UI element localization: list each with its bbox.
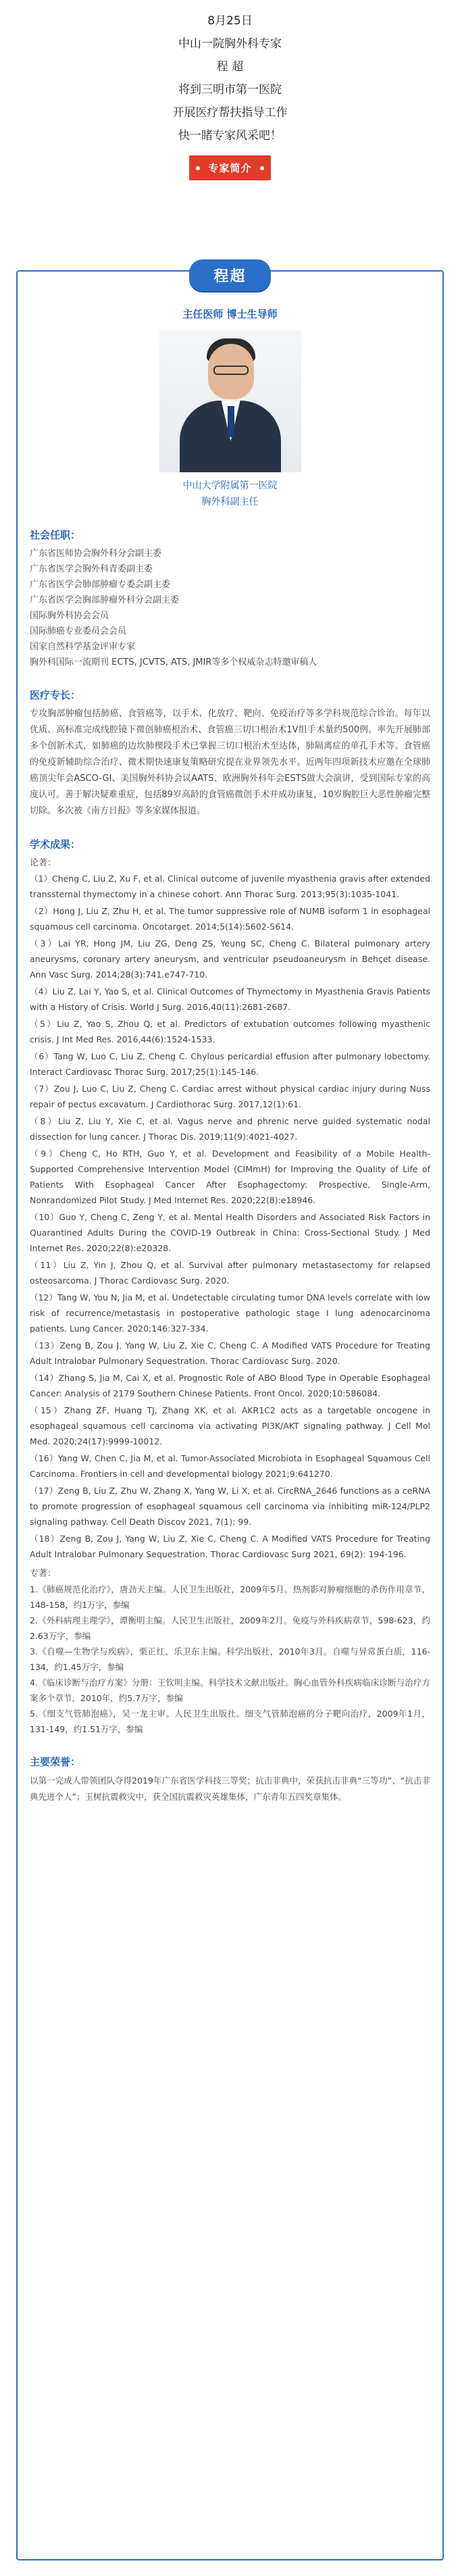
- expertise-section: [18, 688, 442, 819]
- publications-subheading: 论著：: [30, 858, 57, 868]
- publication-item: （1）Cheng C, Liu Z, Xu F, et al. Clinical outcome of juvenile myasthenia gravis after extended transsternal thymectomy in a chinese cohort. Ann Thorac Surg. 2013;95(3):1035-1041.: [30, 874, 430, 899]
- position-item: 国家自然科学基金评审专家: [30, 642, 136, 652]
- positions-section: [18, 528, 442, 670]
- intro-destination: 将到三明市第一医院: [178, 83, 282, 97]
- position-item: 广东省医师协会胸外科分会副主委: [30, 549, 162, 559]
- intro-name: 程 超: [216, 60, 244, 74]
- positions-heading: 社会任职：: [30, 529, 81, 541]
- expertise-text: 专攻胸部肿瘤包括肺癌、食管癌等，以手术、化放疗、靶向、免疫治疗等多学科规范综合诊治。每年以优质、高标准完成线腔镜下微创肺癌根治术、食管癌三切口根治术1V组手术量约500例。率先开展肺部多个创新术式，如肺癌的边坎肺楔段手术已掌握三切口根治术至达体，肺隔离症的单孔手术等。食管癌的免疫新辅助综合治疗、微术期快速康复策略研究提在业界领先水平。近两年四项新技术应邀在全球肺癌顶尖年会ASCO-GI、美国胸外科协会议AATS、欧洲胸外科年会ESTS做大会演讲，受到国际专家的高度认可。善于解决疑难重症，包括89岁高龄的食管癌微创手术并成功康复，10岁胸腔巨大恶性肿瘤完整切除。多次被《南方日报》等多家媒体报道。: [30, 709, 430, 816]
- position-item: 胸外科国际一流期刊 ECTS, JCVTS, ATS, JMIR等多个权威杂志特邀审稿人: [30, 657, 317, 667]
- awards-section: [18, 1754, 442, 1805]
- tag-wrap: [0, 155, 460, 180]
- book-item: 4.《临床诊断与治疗方案》分册：王钦明主编。科学技术文献出版社。胸心血管外科疾病临床诊断与治疗方案多个章节，2010年，约5.7万字，参编: [30, 1677, 430, 1703]
- affiliation-hospital: 中山大学附属第一医院: [182, 480, 278, 491]
- publication-item: （12）Tang W, You N, Jia M, et al. Undetectable circulating tumor DNA levels correlate with low risk of recurrence/metastasis in postoperative pathologic stage I lung adenocarcinoma patients. Lung Cancer. 2020;146:327-334.: [30, 1292, 430, 1334]
- publication-item: （11）Liu Z, Yin J, Zhou Q, et al. Survival after pulmonary metastasectomy for relapsed osteosarcoma. J Thorac Cardiovasc Surg. 2020.: [30, 1260, 430, 1286]
- intro-block: [0, 0, 460, 147]
- intro-call: 快一睹专家风采吧！: [178, 129, 282, 143]
- expert-photo: [159, 330, 301, 472]
- position-item: 广东省医学会肺部肿瘤专委会副主委: [30, 580, 171, 590]
- publication-item: （14）Zhang S, Jia M, Cai X, et al. Prognostic Role of ABO Blood Type in Operable Esophageal Cancer: Analysis of 2179 Southern Chinese Patients. Front Oncol. 2020;10:586084.: [30, 1373, 430, 1398]
- expert-name: 程超: [189, 259, 270, 291]
- intro-purpose: 开展医疗帮扶指导工作: [172, 106, 288, 120]
- publication-item: （9）Cheng C, Ho RTH, Guo Y, et al. Development and Feasibility of a Mobile Health-Supported Comprehensive Intervention Model (CIMmH) for Improving the Quality of Life of Patients With Esophageal Cancer After Esophagectomy: Prospective, Single-Arm, Nonrandomized Pilot Study. J Med Internet Res. 2020;22(8):e18946.: [30, 1148, 430, 1205]
- publications-heading: 学术成果：: [30, 838, 81, 851]
- profile-card: [16, 270, 444, 2560]
- publication-item: （8）Liu Z, Liu Y, Xie C, et al. Vagus nerve and phrenic nerve guided systematic nodal dissection for lung cancer. J Thorac Dis. 2019;11(9):4021-4027.: [30, 1116, 430, 1142]
- affiliation: [18, 478, 442, 510]
- intro-hospital: 中山一院胸外科专家: [178, 37, 282, 51]
- publication-item: （18）Zeng B, Zou J, Yang W, Liu Z, Xie C, Cheng C. A Modified VATS Procedure for Treating Adult Intralobar Pulmonary Sequestration. Thorac Cardiovasc Surg 2021, 69(2): 194-196.: [30, 1534, 430, 1559]
- awards-heading: 主要荣誉：: [30, 1756, 81, 1768]
- books-heading: 专著：: [30, 1569, 57, 1579]
- expert-title: 主任医师 博士生导师: [182, 308, 278, 320]
- intro-date: 8月25日: [207, 14, 253, 28]
- publication-item: （6）Tang W, Luo C, Liu Z, Cheng C. Chylous pericardial effusion after pulmonary lobectomy. Interact Cardiovasc Thorac Surg. 2017;25(1):145-146.: [30, 1051, 430, 1077]
- awards-text: 以第一完成人带领团队夺得2019年广东省医学科技三等奖；抗击非典中，荣获抗击非典“三等功”、“抗击非典先进个人”；玉树抗震救灾中，获全国抗震救灾英雄集体，广东青年五四奖章集体。: [30, 1775, 430, 1802]
- publication-item: （13）Zeng B, Zou J, Yang W, Liu Z, Xie C, Cheng C. A Modified VATS Procedure for Treating Adult Intralobar Pulmonary Sequestration. Thorac Cardiovasc Surg. 2020.: [30, 1340, 430, 1366]
- affiliation-role: 胸外科副主任: [201, 497, 259, 507]
- publication-item: （3）Lai YR, Hong JM, Liu ZG, Deng ZS, Yeung SC, Cheng C. Bilateral pulmonary artery aneurysms, coronary artery aneurysm, and ventricular pseudoaneurysm in Behçet disease. Ann Vasc Surg. 2014;28(3):741.e747-710.: [30, 938, 430, 980]
- publication-item: （17）Zeng B, Liu Z, Zhu W, Zhang X, Yang W, Li X, et al. CircRNA_2646 functions as a ceRNA to promote progression of esophageal squamous cell carcinoma via inhibiting miR-124/PLP2 signaling pathway. Cell Death Discov 2021, 7(1): 99.: [30, 1486, 430, 1527]
- book-item: 1.《肺癌规范化治疗》，唐劲天主编。人民卫生出版社，2009年5月。热剂影对肿瘤细胞的杀伤作用章节，148-158，约1万字，参编: [30, 1584, 430, 1610]
- publication-item: （5）Liu Z, Yao S, Zhou Q, et al. Predictors of extubation outcomes following myasthenic crisis. J Int Med Res. 2016,44(6):1524-1533.: [30, 1019, 430, 1044]
- publication-item: （4）Liu Z, Lai Y, Yao S, et al. Clinical Outcomes of Thymectomy in Myasthenia Gravis Patients with a History of Crisis. World J Surg. 2016,40(11):2681-2687.: [30, 986, 430, 1012]
- book-item: 5.《细支气管肺泡癌》，吴一龙主审。人民卫生出版社。细支气管肺泡癌的分子靶向治疗，2009年1月，131-149，约1.51万字，参编: [30, 1709, 430, 1734]
- publication-item: （16）Yang W, Chen C, Jia M, et al. Tumor-Associated Microbiota in Esophageal Squamous Cell Carcinoma. Frontiers in cell and developmental biology 2021;9:641270.: [30, 1453, 430, 1479]
- publication-item: （2）Hong J, Liu Z, Zhu H, et al. The tumor suppressive role of NUMB isoform 1 in esophageal squamous cell carcinoma. Oncotarget. 2014;5(14):5602-5614.: [30, 906, 430, 932]
- publications-section: [18, 837, 442, 1737]
- book-item: 2.《外科病理主理学》，谭衡明主编。人民卫生出版社，2009年2月。免疫与外科疾病章节，598-623，约2.63万字，参编: [30, 1615, 430, 1641]
- book-item: 3.《自噬—生物学与疾病》，栗正红、乐卫东主编。科学出版社，2010年3月。自噬与异常蛋白质，116-134，约1.45万字，参编: [30, 1646, 430, 1672]
- name-banner: [18, 259, 442, 291]
- expert-intro-tag: 专家简介: [189, 155, 270, 180]
- publication-item: （10）Guo Y, Cheng C, Zeng Y, et al. Mental Health Disorders and Associated Risk Factors in Quarantined Adults During the COVID-19 Outbreak in China: Cross-Sectional Study. J Med Internet Res. 2020;22(8):e20328.: [30, 1212, 430, 1253]
- position-item: 广东省医学会胸外科青委副主委: [30, 564, 153, 574]
- position-item: 广东省医学会胸部肿瘤外科分会副主委: [30, 595, 180, 605]
- expertise-heading: 医疗专长：: [30, 689, 81, 701]
- publication-item: （7）Zou J, Luo C, Liu Z, Cheng C. Cardiac arrest without physical cardiac injury during Nuss repair of pectus excavatum. J Cardiothorac Surg. 2017,12(1):61.: [30, 1084, 430, 1109]
- publication-item: （15）Zhang ZF, Huang TJ, Zhang XK, et al. AKR1C2 acts as a targetable oncogene in esophageal squamous cell carcinoma via activating PI3K/AKT signaling pathway. J Cell Mol Med. 2020;24(17):9999-10012.: [30, 1405, 430, 1446]
- position-item: 国际肺癌专业委员会会员: [30, 626, 127, 636]
- position-item: 国际胸外科协会会员: [30, 611, 109, 621]
